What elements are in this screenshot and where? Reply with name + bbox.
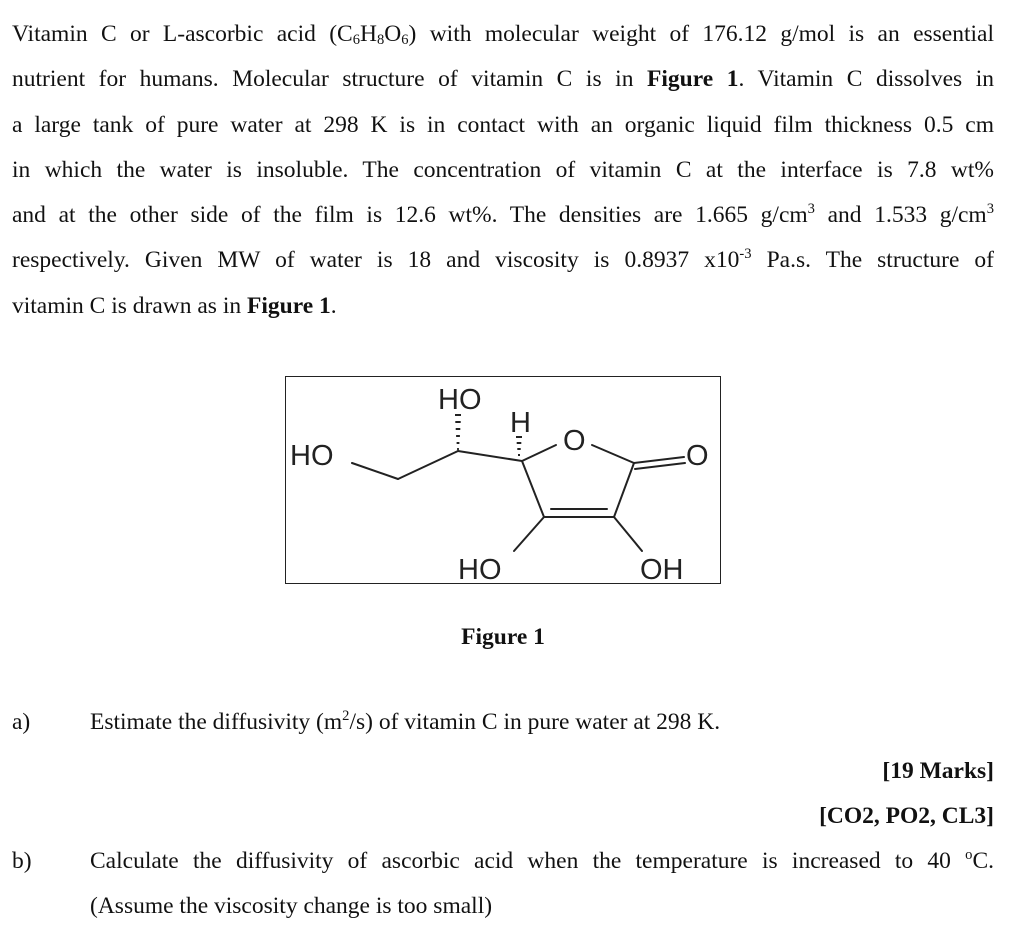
figure-caption: Figure 1 [461,624,545,650]
statement-line-6: respectively. Given MW of water is 18 and viscosity is 0.8937 $x10^{-3}$ Pa.s. The structure of [12,246,994,274]
statement-line-3: a large tank of pure water at 298 K is in contact with an organic liquid film thickness 0.5 cm [12,111,994,138]
hashed-wedge-oh [455,415,461,449]
question-b-label: b) [12,848,32,874]
bond-carbonyl-1 [634,457,684,463]
problem-statement [12,12,994,329]
statement-line-7: vitamin C is drawn as in Figure 1. [12,292,337,319]
atom-h: H [510,407,531,439]
bond-ring-o-left [522,445,556,461]
bond-c4 [458,451,522,461]
bond-c3-oh [514,517,544,551]
bond-c2-oh [614,517,642,551]
atom-ho-left: HO [290,440,334,472]
statement-line-1: Vitamin C or L-ascorbic acid $(C_6H_8O_6)$ with molecular weight of 176.12 g/mol is an essential [12,21,994,49]
bond-ring-o-right [592,445,634,463]
bond-carbonyl-2 [635,463,685,469]
atom-oh: OH [640,554,684,585]
statement-line-2: nutrient for humans. Molecular structure of vitamin C is in Figure 1. Vitamin C dissolves in [12,66,995,93]
question-a-outcomes: [CO2, PO2, CL3] [819,803,994,829]
question-a-label: a) [12,709,31,735]
atom-o-ring: O [563,425,586,457]
atom-o-carbonyl: O [686,440,709,472]
atom-ho-bottom: HO [458,554,502,585]
atom-ho-top: HO [438,384,482,416]
vitamin-c-structure-figure [285,376,721,584]
question-b-text: Calculate the diffusivity of ascorbic acid when the temperature is increased to 40 $^o$C. [90,846,994,874]
bond-c3-c4 [522,461,544,517]
bond-ch2 [352,463,398,479]
question-a-marks: [19 Marks] [882,758,994,784]
bond-c5 [398,451,458,479]
hashed-wedge-h [516,437,522,455]
vitamin-c-structure [286,377,722,585]
question-a-text: Estimate the diffusivity $(m^2/s)$ of vitamin C in pure water at 298 K. [90,707,721,735]
question-b-note: (Assume the viscosity change is too small) [90,893,493,919]
statement-line-4: in which the water is insoluble. The concentration of vitamin C at the interface is 7.8 wt% [12,156,994,183]
statement-line-5: and at the other side of the film is 12.6 wt%. The densities are 1.665 $g/cm^3$ and 1.533 $g/cm^3$ [12,201,994,229]
bond-c2-c1 [614,463,634,517]
